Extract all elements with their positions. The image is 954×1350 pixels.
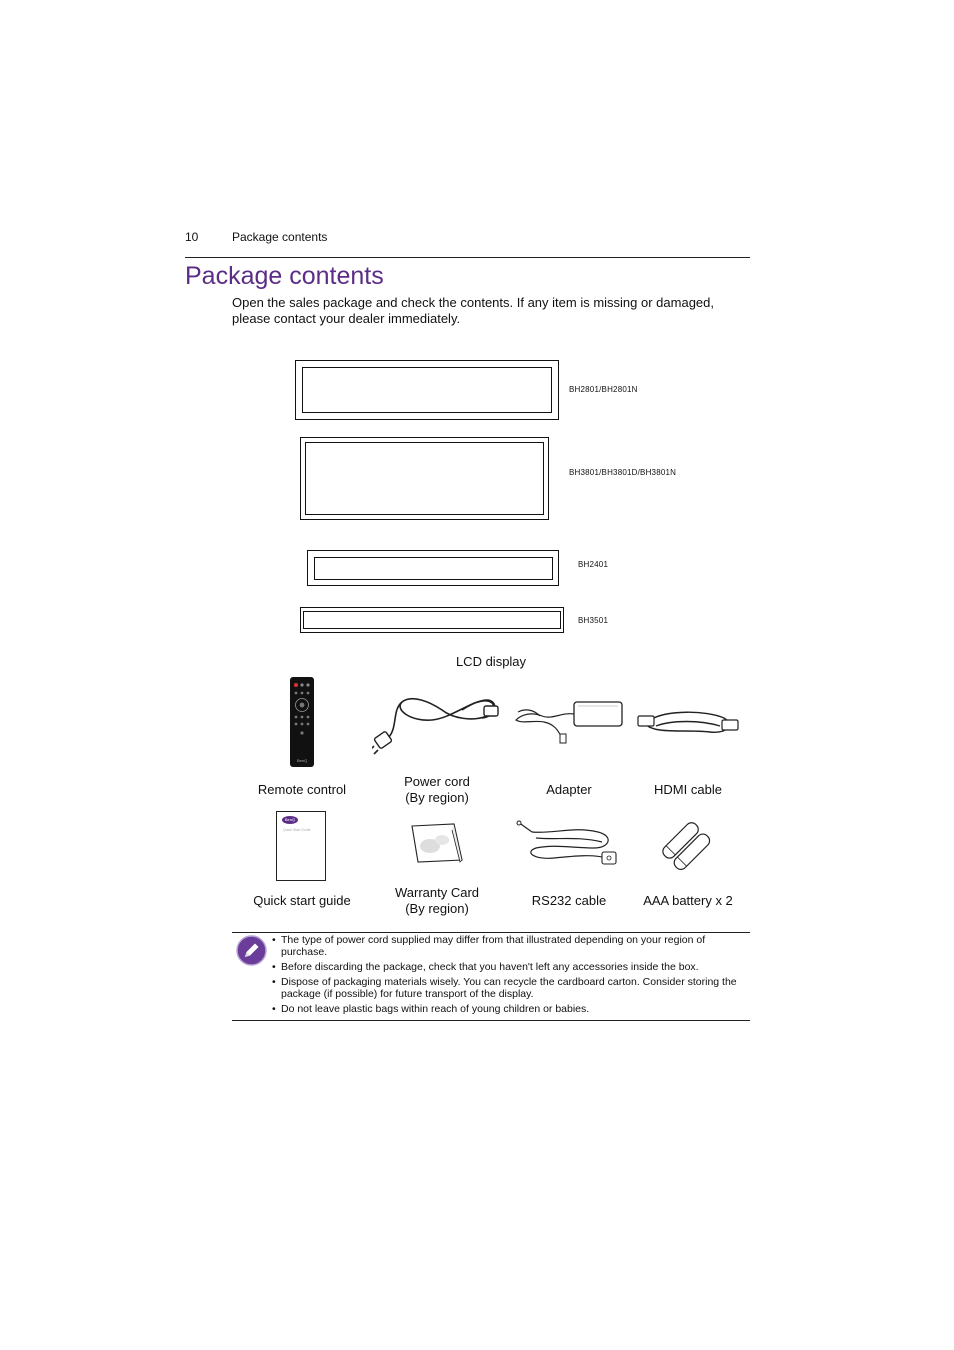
remote-control-icon: [285, 675, 319, 769]
model-label-bh2801: BH2801/BH2801N: [569, 385, 638, 394]
power-cord-caption: [382, 774, 492, 806]
remote-control-caption: Remote control: [257, 782, 347, 797]
lcd-display-bh2801: [295, 360, 559, 420]
warranty-card-caption-line2: (By region): [405, 901, 469, 916]
warranty-card-caption: [382, 885, 492, 917]
running-header: Package contents: [232, 230, 328, 244]
page-title: Package contents: [185, 262, 384, 290]
notes-list: [272, 934, 748, 1018]
power-cord-caption-line1: Power cord: [404, 774, 470, 789]
power-cord-caption-line2: (By region): [405, 790, 469, 805]
quick-start-subtitle: Quick Start Guide: [283, 828, 311, 832]
adapter-icon: [512, 698, 626, 746]
remote-brand: BenQ: [297, 758, 308, 763]
aaa-battery-icon: [658, 820, 718, 870]
quick-start-guide-icon: [276, 811, 326, 881]
quick-start-brand: BenQ: [282, 816, 298, 824]
intro-text: Open the sales package and check the contents. If any item is missing or damaged, please contact your dealer immediately.: [232, 295, 714, 326]
lcd-display-bh3801: [300, 437, 549, 520]
rs232-cable-icon: [514, 818, 624, 868]
quick-start-guide-caption: Quick start guide: [253, 893, 351, 908]
rs232-cable-caption: RS232 cable: [531, 893, 607, 908]
warranty-card-caption-line1: Warranty Card: [394, 885, 480, 900]
model-label-bh3501: BH3501: [578, 616, 609, 625]
model-label-bh2401: BH2401: [578, 560, 609, 569]
model-label-bh3801: BH3801/BH3801D/BH3801N: [569, 468, 677, 477]
note-item: • Before discarding the package, check that you haven't left any accessories inside the box.: [272, 961, 748, 973]
lcd-display-caption: LCD display: [455, 654, 527, 669]
note-item: • The type of power cord supplied may differ from that illustrated depending on your region of purchase.: [272, 934, 748, 958]
adapter-caption: Adapter: [546, 782, 592, 797]
note-item: • Dispose of packaging materials wisely. You can recycle the cardboard carton. Consider storing the package (if possible) for future transport of the display.: [272, 976, 748, 1000]
note-item: • Do not leave plastic bags within reach of young children or babies.: [272, 1003, 748, 1015]
power-cord-icon: [372, 688, 502, 756]
warranty-card-icon: [408, 822, 466, 866]
aaa-battery-caption: AAA battery x 2: [643, 893, 733, 908]
lcd-display-bh2401: [307, 550, 559, 586]
page-number: 10: [185, 230, 199, 244]
header-rule: [185, 257, 750, 258]
hdmi-cable-caption: HDMI cable: [654, 782, 722, 797]
pencil-note-icon: [236, 935, 267, 966]
lcd-display-bh3501: [300, 607, 564, 633]
hdmi-cable-icon: [636, 706, 740, 740]
